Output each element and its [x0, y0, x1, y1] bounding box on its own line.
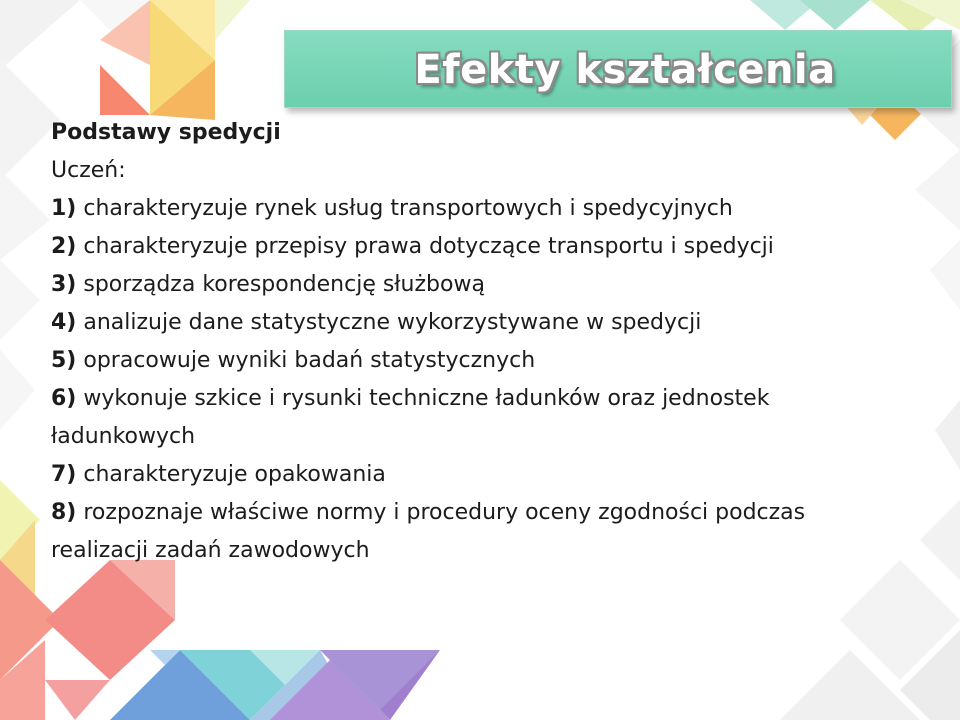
item-number: 6) [51, 386, 77, 411]
item-text: analizuje dane statystyczne wykorzystywane w spedycji [83, 310, 702, 335]
slide-title: Efekty kształcenia [414, 47, 836, 93]
list-item [51, 190, 941, 228]
list-item [51, 456, 941, 494]
list-item [51, 266, 941, 304]
list-item [51, 228, 941, 266]
item-text: sporządza korespondencję służbową [83, 272, 485, 297]
item-text: charakteryzuje przepisy prawa dotyczące transportu i spedycji [83, 234, 774, 259]
item-text: rozpoznaje właściwe normy i procedury oceny zgodności podczas [83, 500, 806, 525]
item-number: 8) [51, 500, 77, 525]
list-item [51, 342, 941, 380]
item-text-continued: realizacji zadań zawodowych [51, 538, 370, 563]
section-heading: Podstawy spedycji [51, 120, 281, 145]
intro-text: Uczeń: [51, 158, 126, 183]
list-item [51, 304, 941, 342]
item-number: 7) [51, 462, 77, 487]
title-banner [284, 30, 952, 108]
item-number: 3) [51, 272, 77, 297]
content-area [51, 114, 941, 570]
list-item [51, 380, 941, 456]
item-number: 1) [51, 196, 77, 221]
item-text: wykonuje szkice i rysunki techniczne ładunków oraz jednostek [83, 386, 770, 411]
item-text: charakteryzuje rynek usług transportowych i spedycyjnych [83, 196, 733, 221]
list-item [51, 494, 941, 570]
item-text: opracowuje wyniki badań statystycznych [83, 348, 536, 373]
item-number: 2) [51, 234, 77, 259]
item-number: 4) [51, 310, 77, 335]
item-text-continued: ładunkowych [51, 424, 196, 449]
item-number: 5) [51, 348, 77, 373]
item-text: charakteryzuje opakowania [83, 462, 386, 487]
